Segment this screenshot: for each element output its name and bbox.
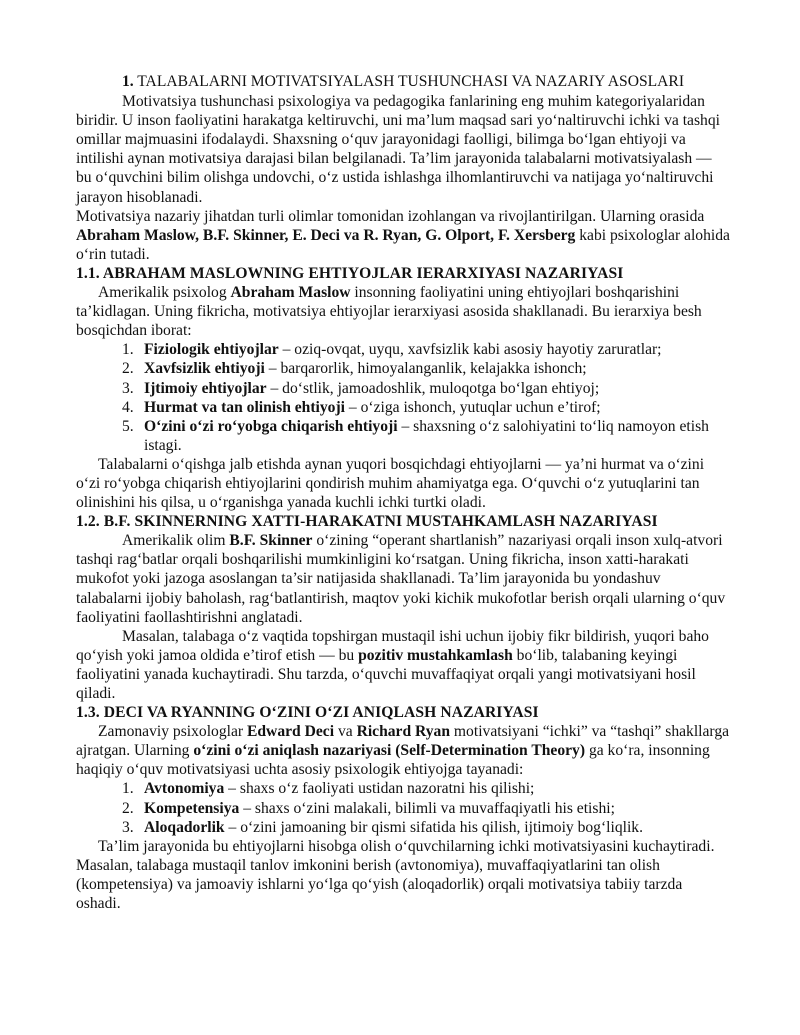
title-number: 1. [121, 73, 134, 90]
list-item: 3. Ijtimoiy ehtiyojlar – do‘stlik, jamoadoshlik, muloqotga bo‘lgan ehtiyoj; [122, 379, 600, 397]
section-heading-deci-ryan: 1.3. DECI VA RYANNING O‘ZINI O‘ZI ANIQLASH NAZARIYASI [76, 704, 539, 722]
list-item: 4. Hurmat va tan olinish ehtiyoji – o‘ziga ishonch, yutuqlar uchun e’tirof; [122, 398, 601, 416]
list-item: 1. Fiziologik ehtiyojlar – oziq-ovqat, uyqu, xavfsizlik kabi asosiy hayotiy zaruratlar; [122, 341, 662, 359]
title-text: TALABALARNI MOTIVATSIYALASH TUSHUNCHASI VA NAZARIY ASOSLARI [137, 73, 685, 90]
list-item: 3. Aloqadorlik – o‘zini jamoaning bir qismi sifatida his qilish, ijtimoiy bog‘liqlik. [122, 818, 643, 836]
list-item: 1. Avtonomiya – shaxs o‘z faoliyati ustidan nazoratni his qilishi; [122, 780, 535, 798]
deci-ryan-paragraph-2: Ta’lim jarayonida bu ehtiyojlarni hisobga olish o‘quvchilarning ichki motivatsiyasini kuchaytiradi. Masalan, talabaga mustaqil tanlov imkonini berish (avtonomiya), muvaffaqiyatlarini tan olish (kompetensiya) va jamoaviy ishlarni yo‘lga qo‘yish (aloqadorlik) orqali motivatsiya tabiiy tarzda oshadi. [76, 837, 715, 913]
maslow-needs-list [76, 340, 730, 455]
maslow-paragraph-2: Talabalarni o‘qishga jalb etishda aynan yuqori bosqichdagi ehtiyojlarni — ya’ni hurmat va o‘zini o‘zi ro‘yobga chiqarish ehtiyojlarini qondirish muhim ahamiyatga ega. O‘quvchi o‘z yutuqlarini tan olinishini his qilsa, u o‘rganishga yanada kuchli ichki turtki oladi. [76, 455, 705, 512]
sdt-needs-list [76, 779, 730, 836]
skinner-paragraph-2: Masalan, talabaga o‘z vaqtida topshirgan mustaqil ishi uchun ijobiy fikr bildirish, yuqori baho qo‘yish yoki jamoa oldida e’tirof etish — bu pozitiv mustahkamlash bo‘lib, talabaning keyingi faoliyatini yanada kuchaytiradi. Shu tarzda, o‘quvchi muvaffaqiyat orqali yangi motivatsiyani hosil qiladi. [76, 627, 709, 702]
document-title [76, 72, 730, 91]
skinner-paragraph-1: Amerikalik olim B.F. Skinner o‘zining “operant shartlanish” nazariyasi orqali inson xulq-atvori tashqi rag‘batlar orqali boshqarilishi mumkinligini ko‘rsatgan. Uning fikricha, inson xatti-harakati mukofot yoki jazoga asoslangan ta’sir natijasida shakllanadi. Ta’lim jarayonida bu yondashuv talabalarni ijobiy baholash, rag‘batlantirish, maqtov yoki kichik mukofotlar berish orqali ularning o‘quv faoliyatini faollashtirishni anglatadi. [76, 532, 726, 626]
list-item: 2. Xavfsizlik ehtiyoji – barqarorlik, himoyalanganlik, kelajakka ishonch; [122, 360, 587, 378]
section-heading-skinner: 1.2. B.F. SKINNERNING XATTI-HARAKATNI MUSTAHKAMLASH NAZARIYASI [76, 513, 658, 531]
list-item: 2. Kompetensiya – shaxs o‘zini malakali, bilimli va muvaffaqiyatli his etishi; [122, 799, 615, 817]
intro-paragraph-1: Motivatsiya tushunchasi psixologiya va pedagogika fanlarining eng muhim kategoriyalaridan biridir. U inson faoliyatini harakatga keltiruvchi, uni ma’lum maqsad sari yo‘naltiruvchi ichki va tashqi omillar majmuasini ifodalaydi. Shaxsning o‘quv jarayonidagi faolligi, bilimga bo‘lgan ehtiyoji va intilishi aynan motivatsiya darajasi bilan belgilanadi. Ta’lim jarayonida talabalarni motivatsiyalash — bu o‘quvchini bilim olishga undovchi, o‘z ustida ishlashga ilhomlantiruvchi va natijaga yo‘naltiruvchi jarayon hisoblanadi. [76, 93, 720, 206]
maslow-paragraph-1: Amerikalik psixolog Abraham Maslow insonning faoliyatini uning ehtiyojlari boshqarishini ta’kidlagan. Uning fikricha, motivatsiya ehtiyojlar ierarxiyasi asosida shakllanadi. Bu ierarxiya besh bosqichdan iborat: [76, 284, 702, 340]
scholar-names: Abraham Maslow, B.F. Skinner, E. Deci va R. Ryan, G. Olport, F. Xersberg [76, 226, 576, 244]
section-heading-maslow: 1.1. ABRAHAM MASLOWNING EHTIYOJLAR IERARXIYASI NAZARIYASI [76, 264, 624, 282]
list-item: 5. O‘zini o‘zi ro‘yobga chiqarish ehtiyoji – shaxsning o‘z salohiyatini to‘liq namoyon etish istagi. [122, 417, 709, 454]
intro-paragraph-2: Motivatsiya nazariy jihatdan turli olimlar tomonidan izohlangan va rivojlantirilgan. Ularning orasida Abraham Maslow, B.F. Skinner, E. Deci va R. Ryan, G. Olport, F. Xersberg kabi psixologlar alohida o‘rin tutadi. [76, 207, 730, 263]
deci-ryan-paragraph-1: Zamonaviy psixologlar Edward Deci va Richard Ryan motivatsiyani “ichki” va “tashqi” shakllarga ajratgan. Ularning o‘zini o‘zi aniqlash nazariyasi (Self-Determination Theory) ga ko‘ra, insonning haqiqiy o‘quv motivatsiyasi uchta asosiy psixologik ehtiyojga tayanadi: [76, 723, 730, 779]
